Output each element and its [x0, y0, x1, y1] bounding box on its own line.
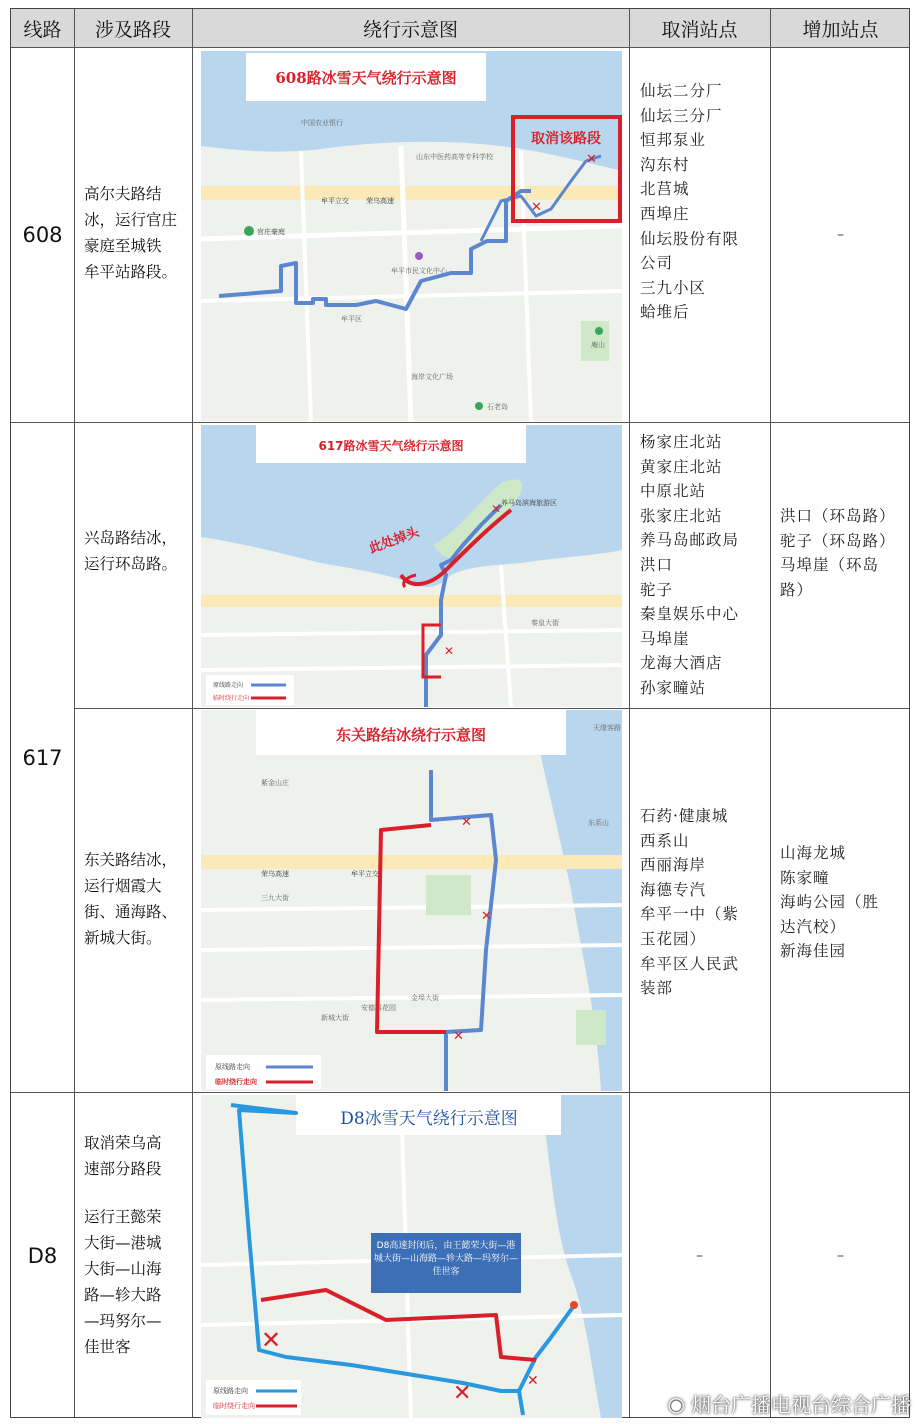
stop-item: 三九小区	[640, 278, 707, 297]
desc-line: 兴岛路结冰，	[84, 529, 178, 547]
map-label: 荣乌高速	[261, 870, 289, 878]
cancel-617-b	[640, 804, 768, 1001]
map-608-graphic	[201, 51, 622, 421]
map-label: 东系山	[588, 819, 609, 827]
stop-item: 达汽校）	[780, 917, 847, 936]
header-map: 绕行示意图	[362, 18, 458, 41]
desc-line: 运行烟霞大	[84, 877, 162, 895]
add-617-a	[780, 504, 910, 602]
desc-line: 新城大街。	[84, 929, 162, 947]
desc-line: 取消荣乌高	[84, 1134, 162, 1152]
map-label: 秦皇大街	[531, 619, 559, 627]
map-617-a-turn-label: 此处掉头	[367, 524, 422, 557]
stop-item: 路）	[780, 580, 814, 599]
stop-item: 蛤堆后	[640, 303, 690, 322]
map-608-title: 608路冰雪天气绕行示意图	[275, 69, 457, 87]
cross-icon: ✕	[491, 502, 502, 516]
desc-line: 运行王懿荣	[84, 1208, 162, 1226]
legend-original: 原线路走向	[213, 682, 244, 689]
grid-line	[74, 708, 909, 709]
stop-item: 西埠庄	[640, 204, 690, 223]
cross-icon: ✕	[453, 1381, 472, 1406]
desc-line: 冰，运行官庄	[84, 211, 178, 229]
stop-item: 杨家庄北站	[640, 433, 723, 451]
add-608: –	[837, 227, 844, 243]
desc-line: —玛努尔—	[84, 1312, 162, 1330]
stop-item: 仙坛三分厂	[640, 106, 723, 125]
desc-line: 东关路结冰，	[84, 851, 178, 869]
stop-item: 海屿公园（胜	[780, 893, 880, 912]
grid-line	[74, 9, 75, 1417]
map-label: 养马岛滨海旅游区	[501, 499, 557, 507]
map-617-a-graphic	[201, 425, 622, 707]
stop-item: 仙坛二分厂	[640, 82, 723, 100]
desc-line: 佳世客	[84, 1338, 131, 1356]
stop-item: 装部	[640, 979, 674, 998]
cross-icon: ✕	[531, 200, 542, 215]
map-label: 安德科花园	[361, 1004, 396, 1012]
desc-line: 豪庭至城铁	[84, 237, 162, 255]
map-D8	[201, 1095, 622, 1418]
legend-original: 原线路走向	[213, 1387, 248, 1395]
map-617-b-graphic	[201, 710, 622, 1091]
map-608-cancel-label: 取消该路段	[531, 131, 601, 147]
map-label: 庵山	[591, 341, 605, 349]
cross-icon: ✕	[261, 1326, 282, 1354]
stop-item: 公司	[640, 254, 674, 273]
map-617-b	[201, 710, 622, 1091]
watermark-text: 烟台广播电视台综合广播	[691, 1393, 911, 1417]
map-label: 金埠大街	[411, 994, 439, 1002]
stop-item: 养马岛邮政局	[640, 531, 740, 550]
map-label: 牟平立交	[321, 197, 349, 205]
desc-line: 路—轸大路	[84, 1286, 162, 1304]
map-D8-graphic	[201, 1095, 622, 1418]
header-add: 增加站点	[802, 18, 879, 41]
map-label: 紫金山庄	[261, 779, 289, 787]
stop-item: 仙坛股份有限	[640, 229, 740, 248]
map-label: 天缘客路	[593, 724, 621, 732]
add-D8: –	[837, 1248, 844, 1264]
cross-icon: ✕	[461, 815, 472, 830]
stop-item: 北莒城	[640, 180, 690, 199]
stop-item: 玉花园）	[640, 929, 707, 948]
legend-original: 原线路走向	[215, 1063, 250, 1071]
stop-item: 沟东村	[640, 155, 690, 174]
map-label: 山东中医药高等专科学校	[416, 153, 493, 161]
line-608: 608	[22, 223, 63, 247]
stop-item: 山海龙城	[780, 844, 847, 862]
map-D8-title: D8冰雪天气绕行示意图	[340, 1109, 518, 1129]
map-label: 牟平区	[341, 315, 362, 323]
header-line: 线路	[23, 18, 62, 41]
cross-icon: ✕	[586, 152, 597, 167]
cancel-608	[640, 79, 768, 325]
desc-line: 街、通海路、	[84, 903, 178, 921]
desc-line: 高尔夫路结	[84, 185, 162, 203]
desc-line: 牟平站路段。	[84, 263, 178, 281]
line-617: 617	[22, 745, 63, 770]
section-D8	[84, 1130, 194, 1360]
cancel-D8: –	[696, 1248, 703, 1264]
map-608	[201, 51, 622, 421]
watermark	[668, 1389, 911, 1418]
map-label: 石老岛	[487, 403, 508, 411]
section-617-b	[84, 847, 194, 951]
map-label: 官庄豪庭	[257, 228, 285, 236]
stop-item: 牟平区人民武	[640, 954, 740, 973]
stop-item: 马埠崖（环岛	[780, 556, 880, 575]
map-label: 荣乌高速	[366, 197, 394, 205]
header-section: 涉及路段	[94, 18, 171, 41]
stop-item: 洪口（环岛路）	[780, 507, 896, 525]
map-label: 三九大街	[261, 894, 289, 902]
desc-line: 大街—山海	[84, 1260, 162, 1278]
stop-item: 秦皇娱乐中心	[640, 605, 740, 624]
stop-item: 恒邦泵业	[640, 131, 707, 150]
map-label: 牟平立交	[351, 870, 379, 878]
stop-item: 西丽海岸	[640, 856, 707, 875]
detour-table	[10, 8, 910, 1418]
desc-line: 速部分路段	[84, 1160, 162, 1178]
desc-line: 运行环岛路。	[84, 555, 178, 573]
stop-item: 孙家疃站	[640, 678, 707, 697]
map-D8-note: D8高速封闭后，由王懿荣大街—港城大街—山海路—轸大路—玛努尔—佳世客	[373, 1241, 518, 1277]
desc-line: 大街—港城	[84, 1234, 162, 1252]
cross-icon: ✕	[444, 644, 455, 658]
legend-detour: 临时绕行走向	[213, 1402, 255, 1410]
stop-item: 牟平一中（紫	[640, 905, 740, 924]
stop-item: 马埠崖	[640, 629, 690, 648]
stop-item: 西系山	[640, 831, 690, 850]
map-617-b-title: 东关路结冰绕行示意图	[335, 726, 487, 744]
cross-icon: ✕	[453, 1029, 464, 1044]
legend-detour: 临时绕行走向	[215, 1078, 257, 1086]
stop-item: 龙海大酒店	[640, 654, 723, 673]
stop-item: 陈家疃	[780, 868, 830, 887]
cross-icon: ✕	[481, 909, 492, 924]
map-617-a	[201, 425, 622, 707]
weibo-icon: ◉	[667, 1391, 685, 1416]
header-cancel: 取消站点	[661, 18, 738, 41]
map-label: 新城大街	[321, 1014, 349, 1022]
section-617-a	[84, 525, 194, 577]
stop-item: 驼子	[640, 580, 674, 599]
stop-item: 中原北站	[640, 482, 707, 501]
section-608	[84, 181, 184, 285]
add-617-b	[780, 841, 910, 964]
map-label: 牟平市民文化中心	[391, 267, 447, 275]
stop-item: 张家庄北站	[640, 506, 723, 525]
map-617-a-title: 617路冰雪天气绕行示意图	[318, 439, 464, 453]
stop-item: 海德专汽	[640, 880, 707, 899]
line-D8: D8	[27, 1244, 58, 1268]
table-header	[11, 9, 909, 47]
legend-detour: 临时绕行走向	[213, 695, 250, 702]
cross-icon: ✕	[527, 1373, 539, 1389]
stop-item: 新海佳园	[780, 942, 847, 961]
grid-line	[11, 422, 909, 423]
map-label: 海岸文化广场	[411, 373, 453, 381]
stop-item: 黄家庄北站	[640, 457, 723, 476]
map-label: 中国农业银行	[301, 119, 343, 127]
stop-item: 石药·健康城	[640, 807, 729, 825]
stop-item: 驼子（环岛路）	[780, 531, 896, 550]
stop-item: 洪口	[640, 555, 674, 574]
cancel-617-a	[640, 430, 768, 701]
